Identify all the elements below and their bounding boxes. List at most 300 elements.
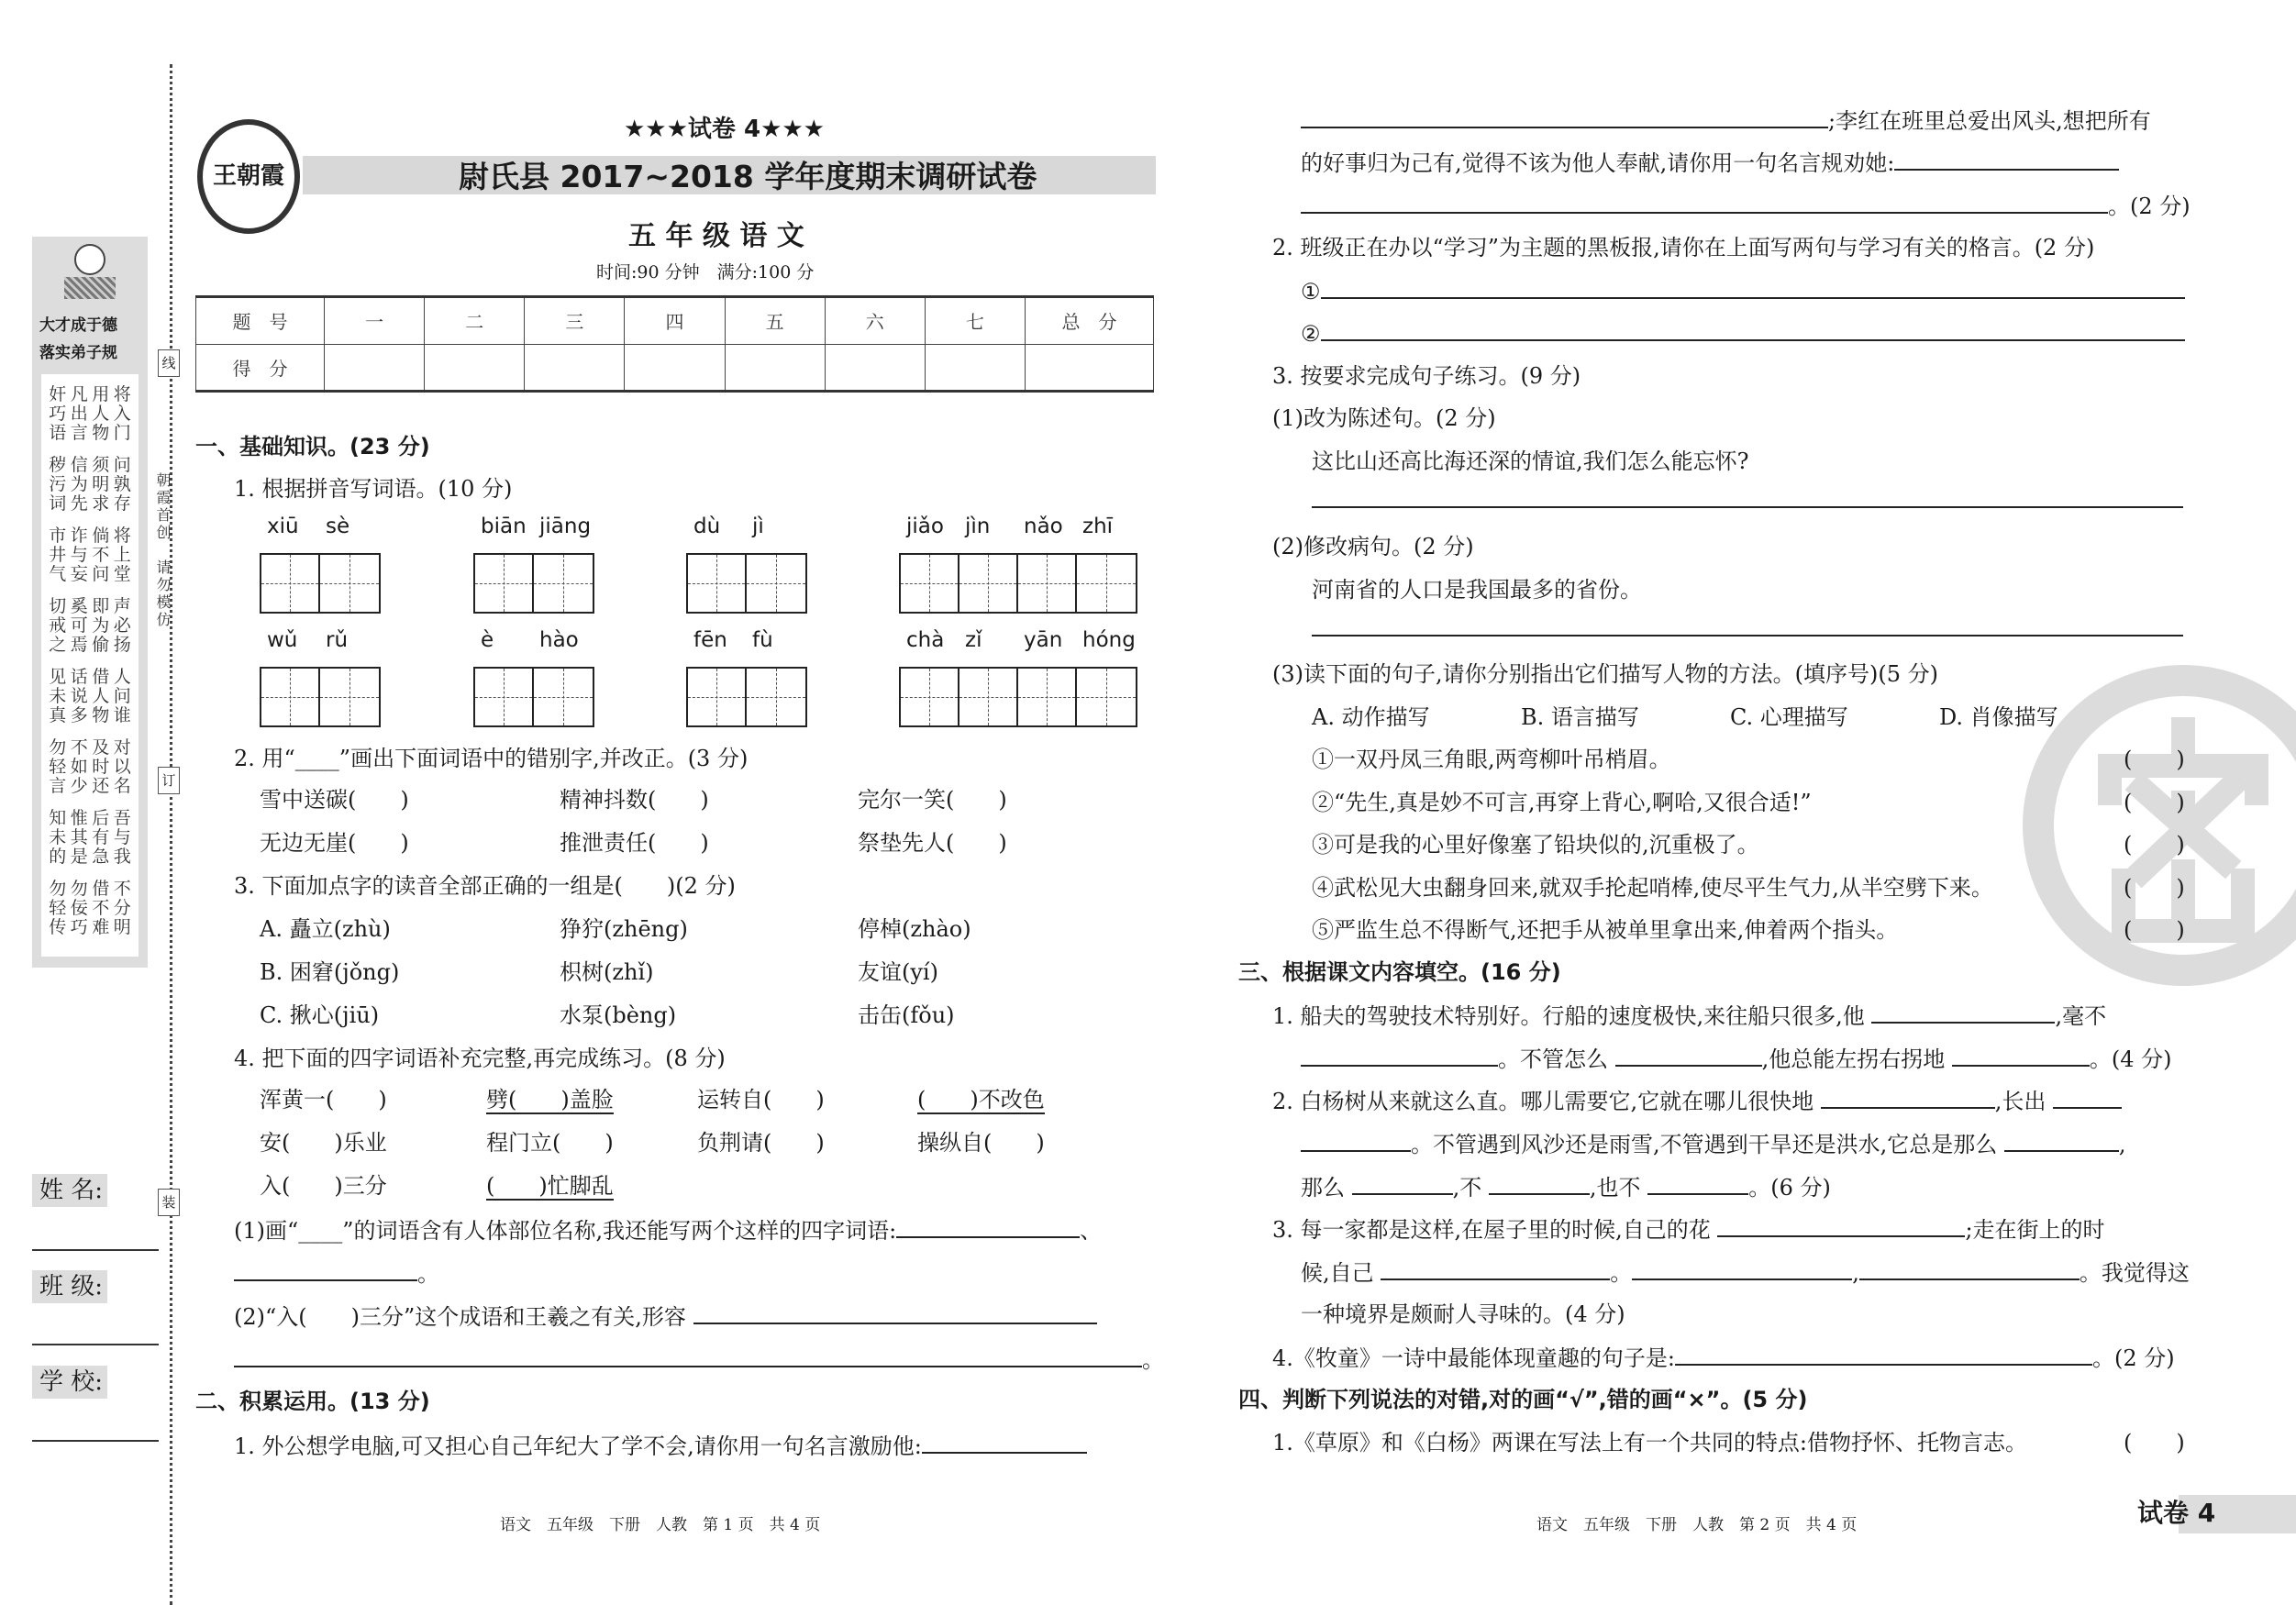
score-row-label: 得 分 xyxy=(196,344,325,392)
pinyin-label: hóng xyxy=(1082,628,1136,652)
typo-item[interactable]: 雪中送碳( ) xyxy=(260,787,409,813)
typo-item[interactable]: 无边无崖( ) xyxy=(260,830,409,856)
typo-item[interactable]: 祭垫先人( ) xyxy=(858,830,1007,856)
poem-char: 以 xyxy=(113,757,131,777)
text: 4.《牧童》一诗中最能体现童趣的句子是: xyxy=(1272,1345,1675,1371)
score-header-cell: 总 分 xyxy=(1026,297,1154,345)
poem-char: 奸 xyxy=(49,384,67,404)
poem-char: 词 xyxy=(49,493,67,514)
poem-char: 传 xyxy=(49,917,67,937)
poem-block xyxy=(47,738,133,796)
idiom-item[interactable]: 操纵自( ) xyxy=(917,1130,1045,1156)
poem-char: 物 xyxy=(92,423,110,443)
poem-char: 用 xyxy=(92,384,110,404)
answer-blank[interactable] xyxy=(2004,1130,2119,1152)
section-3-heading: 三、根据课文内容填空。(16 分) xyxy=(1238,959,1561,985)
r-line2-text: 的好事归为己有,觉得不该为他人奉献,请你用一句名言规劝她: xyxy=(1301,150,1895,176)
pinyin-label: wǔ xyxy=(267,628,298,652)
answer-blank[interactable] xyxy=(1894,149,2119,171)
pronunciation-option: 水泵(bèng) xyxy=(560,1002,677,1028)
s3-q2-line3 xyxy=(1301,1173,1831,1201)
r-q3-2: (2)修改病句。(2 分) xyxy=(1272,534,1474,559)
text: 。 xyxy=(1610,1260,1633,1286)
poem-char: 切 xyxy=(49,596,67,616)
idiom-item[interactable]: 运转自( ) xyxy=(697,1087,825,1112)
score-cell[interactable] xyxy=(925,344,1025,392)
poem-block xyxy=(47,880,133,937)
tianzige-cell[interactable] xyxy=(475,555,534,612)
school-field[interactable] xyxy=(32,1440,159,1442)
poem-char: 对 xyxy=(113,737,131,758)
poem-char: 明 xyxy=(113,917,131,937)
answer-blank[interactable] xyxy=(896,1216,1080,1238)
poem-char: 声 xyxy=(113,596,131,616)
class-field[interactable] xyxy=(32,1344,159,1345)
poem-char: 奚 xyxy=(70,596,88,616)
poem-char: 与 xyxy=(70,545,88,565)
idiom-item[interactable]: 程门立( ) xyxy=(486,1130,614,1156)
answer-blank[interactable] xyxy=(1859,1258,2080,1280)
tianzige-cell[interactable] xyxy=(901,669,959,725)
q4-prompt: 4. 把下面的四字词语补充完整,再完成练习。(8 分) xyxy=(234,1046,726,1071)
poem-char: 井 xyxy=(49,545,67,565)
r-line3 xyxy=(1301,192,2191,220)
typo-item[interactable]: 精神抖数( ) xyxy=(560,787,709,813)
poem-char: 将 xyxy=(113,526,131,546)
text: 2. 白杨树从来就这么直。哪儿需要它,它就在哪儿很快地 xyxy=(1272,1089,1814,1114)
tianzige-cell[interactable] xyxy=(320,669,379,725)
pinyin-label: zǐ xyxy=(965,628,982,652)
s3-q2-line1 xyxy=(1272,1087,2122,1115)
pinyin-label: chà xyxy=(906,628,945,652)
answer-blank[interactable] xyxy=(1615,1045,1762,1067)
poem-char: 见 xyxy=(49,667,67,687)
poem-char: 为 xyxy=(92,615,110,636)
poem-char: 借 xyxy=(92,667,110,687)
poem-char: 先 xyxy=(70,493,88,514)
poem-block xyxy=(47,668,133,725)
answer-blank[interactable] xyxy=(1381,1258,1610,1280)
q4-sub2 xyxy=(234,1302,1097,1331)
text: 。不管遇到风沙还是雨雪,不管遇到干旱还是洪水,它总是那么 xyxy=(1411,1132,1998,1157)
pronunciation-option[interactable]: A. 矗立(zhù) xyxy=(260,916,391,942)
pinyin-label: fēn xyxy=(693,628,727,652)
poem-char: 为 xyxy=(70,474,88,494)
sidebar-motto-panel xyxy=(32,237,148,968)
typo-item[interactable]: 完尔一笑( ) xyxy=(858,787,1007,813)
poem-char: 气 xyxy=(49,564,67,584)
student-illustration xyxy=(64,244,116,308)
pronunciation-option[interactable]: B. 困窘(jǒng) xyxy=(260,959,400,985)
q4-sub1-cont: 。 xyxy=(234,1259,439,1288)
copyright-notice: 朝霞首创 请勿模仿 xyxy=(154,472,172,629)
tianzige-box[interactable] xyxy=(473,667,594,727)
idiom-item[interactable]: ( )忙脚乱 xyxy=(486,1173,614,1199)
poem-char: 及 xyxy=(92,737,110,758)
poem-char: 轻 xyxy=(49,757,67,777)
text: 那么 xyxy=(1301,1175,1345,1201)
answer-blank[interactable] xyxy=(1301,106,1828,128)
poem-char: 人 xyxy=(92,686,110,706)
poem-char: 即 xyxy=(92,596,110,616)
q3-prompt: 3. 下面加点字的读音全部正确的一组是( )(2 分) xyxy=(234,873,736,899)
s2-q1-text: 1. 外公想学电脑,可又担心自己年纪大了学不会,请你用一句名言激励他: xyxy=(234,1433,922,1459)
tianzige-cell[interactable] xyxy=(1018,555,1077,612)
poem-block xyxy=(47,385,133,443)
poem-char: 知 xyxy=(49,808,67,828)
poem-char: 之 xyxy=(49,635,67,655)
poem-char: 轻 xyxy=(49,898,67,918)
s3-q1-line2 xyxy=(1301,1045,2172,1073)
answer-blank[interactable] xyxy=(1647,1173,1748,1195)
poem-char: 其 xyxy=(70,827,88,847)
poem-char: 与 xyxy=(113,827,131,847)
poem-char: 急 xyxy=(92,847,110,867)
r-line2 xyxy=(1301,149,2119,177)
s3-q1-line1 xyxy=(1272,1002,2106,1030)
poem-char: 有 xyxy=(92,827,110,847)
poem-char: 未 xyxy=(49,686,67,706)
idiom-item[interactable]: 安( )乐业 xyxy=(260,1130,387,1156)
answer-blank[interactable] xyxy=(1632,1258,1852,1280)
score-cell[interactable] xyxy=(625,344,725,392)
poem-block xyxy=(47,809,133,867)
score-cell[interactable] xyxy=(825,344,925,392)
answer-blank[interactable] xyxy=(1312,486,2183,508)
q4-sub1: (1)画“____”的词语含有人体部位名称,我还能写两个这样的四字词语: 、 xyxy=(234,1218,1103,1244)
poem-char: 必 xyxy=(113,615,131,636)
poem-char: 勿 xyxy=(70,879,88,899)
method-option: B. 语言描写 xyxy=(1521,704,1639,730)
r-q3-1-blank xyxy=(1312,486,2183,515)
answer-blank[interactable] xyxy=(1301,192,2108,214)
brand-logo xyxy=(197,119,300,234)
poem-char: 谁 xyxy=(113,705,131,725)
r-q3: 3. 按要求完成句子练习。(9 分) xyxy=(1272,363,1581,389)
pinyin-label: yān xyxy=(1024,628,1063,652)
poem-char: 言 xyxy=(70,423,88,443)
tianzige-cell[interactable] xyxy=(747,669,805,725)
poem-char: 凡 xyxy=(70,384,88,404)
poem-char: 巧 xyxy=(49,404,67,424)
answer-blank[interactable] xyxy=(1717,1215,1965,1237)
answer-blank[interactable] xyxy=(1301,1045,1498,1067)
answer-blank[interactable] xyxy=(693,1302,1097,1324)
score-cell[interactable] xyxy=(425,344,525,392)
poem-char: 孰 xyxy=(113,474,131,494)
description-sentence: ①一双丹凤三角眼,两弯柳叶吊梢眉。 xyxy=(1312,747,1671,772)
poem-char: 扬 xyxy=(113,635,131,655)
section-1-heading: 一、基础知识。(23 分) xyxy=(195,434,430,459)
poem-char: 说 xyxy=(70,686,88,706)
poem-char: 物 xyxy=(92,705,110,725)
s3-q2-line2 xyxy=(1301,1130,2126,1158)
pronunciation-option[interactable]: C. 揪心(jiū) xyxy=(260,1002,380,1028)
s3-q3-line3: 一种境界是颇耐人寻味的。(4 分) xyxy=(1301,1301,1625,1327)
tianzige-cell[interactable] xyxy=(1018,669,1077,725)
tianzige-cell[interactable] xyxy=(261,555,320,612)
idiom-item[interactable]: 浑黄一( ) xyxy=(260,1087,387,1112)
poem-char: 后 xyxy=(92,808,110,828)
motto-line: 大才成于德 xyxy=(39,316,117,335)
text: 。(2 分) xyxy=(2091,1345,2175,1371)
answer-blank[interactable] xyxy=(2053,1087,2122,1109)
pinyin-label: sè xyxy=(326,515,350,538)
score-header-cell: 六 xyxy=(825,297,925,345)
circled-1: ① xyxy=(1301,279,1321,304)
poem-char: 佞 xyxy=(70,898,88,918)
tianzige-cell[interactable] xyxy=(534,555,593,612)
r-q3-1-sentence: 这比山还高比海还深的情谊,我们怎么能忘怀? xyxy=(1312,448,1749,474)
s4-q1: 1.《草原》和《白杨》两课在写法上有一个共同的特点:借物抒怀、托物言志。 xyxy=(1272,1430,2027,1456)
poem-char: 可 xyxy=(70,615,88,636)
logo-text: 王朝霞 xyxy=(212,162,284,190)
q4-sub2-text: (2)“入( )三分”这个成语和王羲之有关,形容 xyxy=(234,1304,686,1330)
answer-paren[interactable]: ( ) xyxy=(2124,747,2185,772)
poem-char: 人 xyxy=(113,667,131,687)
binding-line xyxy=(170,64,172,1605)
s3-q4 xyxy=(1272,1344,2175,1372)
text: 候,自己 xyxy=(1301,1260,1374,1286)
r-q2-answer1 xyxy=(1301,277,2185,305)
answer-blank[interactable] xyxy=(1321,319,2185,341)
poem-char: 问 xyxy=(113,455,131,475)
poem-char: 不 xyxy=(92,898,110,918)
method-option: C. 心理描写 xyxy=(1730,704,1848,730)
idiom-item[interactable]: 负荆请( ) xyxy=(697,1130,825,1156)
answer-blank[interactable] xyxy=(234,1345,1142,1367)
class-label: 班 级: xyxy=(32,1270,107,1303)
score-header-cell: 四 xyxy=(625,297,725,345)
score-header-cell: 题 号 xyxy=(196,297,325,345)
poem-block xyxy=(47,456,133,514)
poem-char: 污 xyxy=(49,474,67,494)
pinyin-label: jiǎo xyxy=(906,515,944,538)
pronunciation-option: 狰狞(zhēng) xyxy=(560,916,688,942)
poem-char: 如 xyxy=(70,757,88,777)
poem-char: 将 xyxy=(113,384,131,404)
tianzige-cell[interactable] xyxy=(320,555,379,612)
description-sentence: ③可是我的心里好像塞了铅块似的,沉重极了。 xyxy=(1312,832,1759,858)
text: 。(4 分) xyxy=(2089,1046,2172,1072)
tianzige-cell[interactable] xyxy=(688,669,747,725)
poem-char: 话 xyxy=(70,667,88,687)
tianzige-box[interactable] xyxy=(473,553,594,614)
page-footer-2: 语文 五年级 下册 人教 第 2 页 共 4 页 xyxy=(1536,1516,1858,1534)
poem-char: 多 xyxy=(70,705,88,725)
score-cell[interactable] xyxy=(725,344,825,392)
answer-blank[interactable] xyxy=(1321,277,2185,299)
paper-badge: ★★★试卷 4★★★ xyxy=(624,116,825,143)
school-label: 学 校: xyxy=(32,1366,107,1399)
binding-tag-seal: 装 xyxy=(158,1189,180,1216)
pinyin-label: biān xyxy=(481,515,527,538)
poem-char: 是 xyxy=(70,847,88,867)
text: ;走在街上的时 xyxy=(1965,1217,2105,1243)
pinyin-label: hào xyxy=(539,628,579,652)
description-sentence: ⑤严监生总不得断气,还把手从被单里拿出来,伸着两个指头。 xyxy=(1312,917,1899,943)
poem-char: 明 xyxy=(92,474,110,494)
poem-char: 倘 xyxy=(92,526,110,546)
section-2-heading: 二、积累运用。(13 分) xyxy=(195,1389,430,1414)
score-header-cell: 二 xyxy=(425,297,525,345)
dizigui-poem xyxy=(41,374,139,957)
poem-char: 不 xyxy=(70,737,88,758)
poem-char: 妄 xyxy=(70,564,88,584)
description-sentence: ④武松见大虫翻身回来,就双手抡起哨棒,使尽平生气力,从半空劈下来。 xyxy=(1312,874,1993,901)
text: ,他总能左拐右拐地 xyxy=(1761,1046,1946,1072)
poem-char: 市 xyxy=(49,526,67,546)
name-field[interactable] xyxy=(32,1249,159,1251)
text: 。我觉得这 xyxy=(2079,1260,2190,1286)
answer-blank[interactable] xyxy=(1489,1173,1590,1195)
poem-char: 巧 xyxy=(70,917,88,937)
poem-char: 勿 xyxy=(49,737,67,758)
r-line1-text: ;李红在班里总爱出风头,想把所有 xyxy=(1828,108,2151,134)
pinyin-label: nǎo xyxy=(1024,515,1063,538)
tianzige-cell[interactable] xyxy=(1077,669,1136,725)
poem-char: 名 xyxy=(113,776,131,796)
section-4-heading: 四、判断下列说法的对错,对的画“√”,错的画“×”。(5 分) xyxy=(1238,1387,1808,1412)
poem-char: 不 xyxy=(92,545,110,565)
poem-block xyxy=(47,526,133,584)
subject-title: 五 年 级 语 文 xyxy=(628,220,804,252)
tianzige-box[interactable] xyxy=(686,667,807,727)
answer-paren[interactable]: ( ) xyxy=(2124,1430,2185,1456)
tianzige-cell[interactable] xyxy=(1077,555,1136,612)
answer-paren[interactable]: ( ) xyxy=(2124,832,2185,858)
score-cell[interactable] xyxy=(525,344,625,392)
tianzige-cell[interactable] xyxy=(261,669,320,725)
q2-prompt: 2. 用“____”画出下面词语中的错别字,并改正。(3 分) xyxy=(234,746,749,771)
answer-paren[interactable]: ( ) xyxy=(2124,789,2185,815)
pinyin-label: rǔ xyxy=(326,628,349,652)
poem-char: 还 xyxy=(92,776,110,796)
answer-blank[interactable] xyxy=(234,1259,417,1281)
tianzige-box[interactable] xyxy=(899,667,1137,727)
method-option: D. 肖像描写 xyxy=(1939,704,2058,730)
score-row xyxy=(196,344,1154,392)
paper-title: 尉氏县 2017~2018 学年度期末调研试卷 xyxy=(459,159,1037,194)
r-q3-2-sentence: 河南省的人口是我国最多的省份。 xyxy=(1312,577,1642,603)
score-table xyxy=(195,295,1154,393)
score-header-row xyxy=(196,297,1154,345)
answer-blank[interactable] xyxy=(1312,614,2183,636)
poem-char: 问 xyxy=(113,686,131,706)
binding-tag-bind: 订 xyxy=(158,767,180,794)
r-line3-text: 。(2 分) xyxy=(2108,194,2191,219)
answer-blank[interactable] xyxy=(1821,1087,1995,1109)
q4-sub1-text: (1)画“____”的词语含有人体部位名称,我还能写两个这样的四字词语: xyxy=(234,1218,897,1244)
poem-char: 真 xyxy=(49,705,67,725)
exam-meta: 时间:90 分钟 满分:100 分 xyxy=(596,262,815,282)
text: 1. 船夫的驾驶技术特别好。行船的速度极快,来往船只很多,他 xyxy=(1272,1003,1865,1029)
idiom-item[interactable]: ( )不改色 xyxy=(917,1087,1045,1112)
answer-blank[interactable] xyxy=(1675,1344,2092,1366)
description-sentence: ②“先生,真是妙不可言,再穿上背心,啊哈,又很合适!” xyxy=(1312,789,1812,815)
page-footer-1: 语文 五年级 下册 人教 第 1 页 共 4 页 xyxy=(500,1516,821,1534)
circled-2: ② xyxy=(1301,321,1321,347)
idiom-item[interactable]: 劈( )盖脸 xyxy=(486,1087,614,1112)
answer-blank[interactable] xyxy=(1871,1002,2055,1024)
poem-char: 信 xyxy=(70,455,88,475)
answer-paren[interactable]: ( ) xyxy=(2124,917,2185,943)
tianzige-cell[interactable] xyxy=(475,669,534,725)
corner-badge-text: 试卷 4 xyxy=(2137,1498,2216,1528)
poem-block xyxy=(47,597,133,655)
q1-prompt: 1. 根据拼音写词语。(10 分) xyxy=(234,476,513,502)
method-option: A. 动作描写 xyxy=(1312,704,1430,730)
tianzige-box[interactable] xyxy=(686,553,807,614)
pinyin-label: fù xyxy=(752,628,773,652)
poem-char: 诈 xyxy=(70,526,88,546)
poem-char: 我 xyxy=(113,847,131,867)
r-q2: 2. 班级正在办以“学习”为主题的黑板报,请你在上面写两句与学习有关的格言。(2 分) xyxy=(1272,235,2095,260)
answer-paren[interactable]: ( ) xyxy=(2124,874,2185,901)
answer-blank[interactable] xyxy=(1352,1173,1453,1195)
tianzige-box[interactable] xyxy=(260,667,381,727)
pinyin-label: jiāng xyxy=(539,515,592,538)
s3-q3-line1 xyxy=(1272,1215,2105,1244)
poem-char: 分 xyxy=(113,898,131,918)
answer-blank[interactable] xyxy=(1952,1045,2090,1067)
pronunciation-option: 枳树(zhǐ) xyxy=(560,959,654,985)
answer-blank[interactable] xyxy=(1301,1130,1411,1152)
tianzige-cell[interactable] xyxy=(959,555,1018,612)
answer-blank[interactable] xyxy=(922,1432,1087,1454)
poem-char: 勿 xyxy=(49,879,67,899)
poem-char: 吾 xyxy=(113,808,131,828)
pinyin-label: jìn xyxy=(965,515,991,538)
pinyin-label: xiū xyxy=(267,515,299,538)
poem-char: 戒 xyxy=(49,615,67,636)
poem-char: 言 xyxy=(49,776,67,796)
q4-sub2-cont: 。 xyxy=(234,1345,1164,1374)
score-header-cell: 七 xyxy=(925,297,1025,345)
poem-char: 人 xyxy=(92,404,110,424)
score-header-cell: 五 xyxy=(725,297,825,345)
tianzige-box[interactable] xyxy=(899,553,1137,614)
s2-q1 xyxy=(234,1432,1087,1460)
tianzige-cell[interactable] xyxy=(688,555,747,612)
poem-char: 偷 xyxy=(92,635,110,655)
tianzige-cell[interactable] xyxy=(901,555,959,612)
poem-char: 焉 xyxy=(70,635,88,655)
text: 。不管怎么 xyxy=(1498,1046,1608,1072)
r-line1 xyxy=(1301,106,2151,135)
tianzige-cell[interactable] xyxy=(534,669,593,725)
score-cell[interactable] xyxy=(1026,344,1154,392)
tianzige-cell[interactable] xyxy=(959,669,1018,725)
poem-char: 须 xyxy=(92,455,110,475)
poem-char: 入 xyxy=(113,404,131,424)
idiom-item[interactable]: 入( )三分 xyxy=(260,1173,387,1199)
text: ,长出 xyxy=(1994,1089,2046,1114)
r-q3-2-blank xyxy=(1312,614,2183,643)
tianzige-cell[interactable] xyxy=(747,555,805,612)
score-header-cell: 一 xyxy=(325,297,425,345)
poem-char: 少 xyxy=(70,776,88,796)
text: 。(6 分) xyxy=(1748,1175,1831,1201)
poem-char: 的 xyxy=(49,847,67,867)
score-header-cell: 三 xyxy=(525,297,625,345)
pronunciation-option: 友谊(yí) xyxy=(858,959,938,985)
tianzige-box[interactable] xyxy=(260,553,381,614)
typo-item[interactable]: 推泄责任( ) xyxy=(560,830,709,856)
poem-char: 存 xyxy=(113,493,131,514)
score-cell[interactable] xyxy=(325,344,425,392)
poem-char: 求 xyxy=(92,493,110,514)
